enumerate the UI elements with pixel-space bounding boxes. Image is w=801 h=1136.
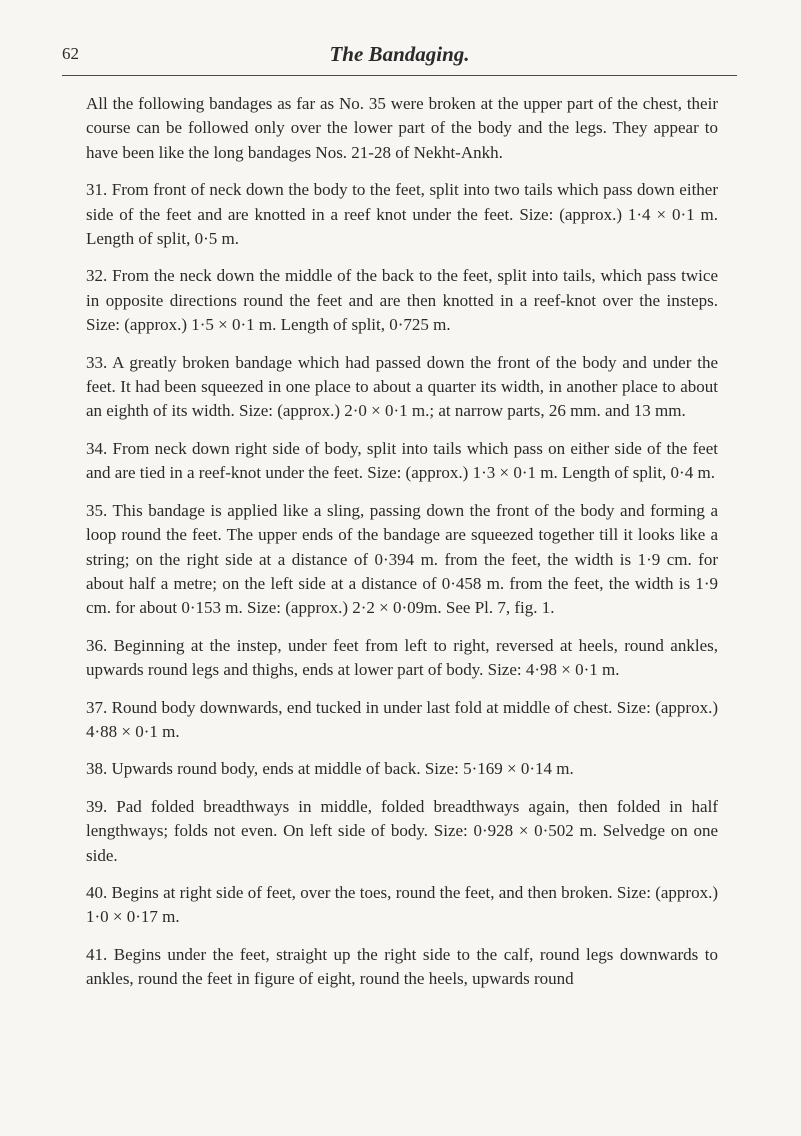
page-number: 62 xyxy=(62,44,79,63)
entry-35: 35. This bandage is applied like a sling, passing down the front of the body and forming a loop round the feet. The upper ends of the bandage are squeezed together till it looks like a string; on the right side at a distance of 0·394 m. from the feet, the width is 1·9 cm. for about half a metre; on the left side at a distance of 0·458 m. from the feet, the width is 1·9 cm. for about 0·153 m. Size: (approx.) 2·2 × 0·09m. See Pl. 7, fig. 1. xyxy=(86,500,718,618)
page-header xyxy=(62,42,737,76)
entry-31: 31. From front of neck down the body to the feet, split into two tails which pass down either side of the feet and are knotted in a reef knot under the feet. Size: (approx.) 1·4 × 0·1 m. Length of split, 0·5 m. xyxy=(86,180,718,249)
running-title: The Bandaging. xyxy=(329,42,470,66)
entry-34: 34. From neck down right side of body, split into tails which pass on either side of the feet and are tied in a reef-knot under the feet. Size: (approx.) 1·3 × 0·1 m. Length of split, 0·4 m. xyxy=(86,438,718,483)
intro-paragraph: All the following bandages as far as No. 35 were broken at the upper part of the chest, their course can be followed only over the lower part of the body and the legs. They appear to have been like the long bandages Nos. 21-28 of Nekht-Ankh. xyxy=(86,94,718,162)
entry-40: 40. Begins at right side of feet, over the toes, round the feet, and then broken. Size: (approx.) 1·0 × 0·17 m. xyxy=(86,882,718,927)
entry-36: 36. Beginning at the instep, under feet from left to right, reversed at heels, round ankles, upwards round legs and thighs, ends at lower part of body. Size: 4·98 × 0·1 m. xyxy=(86,635,718,680)
entry-39: 39. Pad folded breadthways in middle, folded breadthways again, then folded in half lengthways; folds not even. On left side of body. Size: 0·928 × 0·502 m. Selvedge on one side. xyxy=(86,796,718,865)
entry-41: 41. Begins under the feet, straight up the right side to the calf, round legs downwards to ankles, round the feet in figure of eight, round the heels, upwards round xyxy=(86,944,718,989)
body-text xyxy=(86,92,718,1005)
entry-33: 33. A greatly broken bandage which had passed down the front of the body and under the feet. It had been squeezed in one place to about a quarter its width, in another place to about an eighth of its width. Size: (approx.) 2·0 × 0·1 m.; at narrow parts, 26 mm. and 13 mm. xyxy=(86,352,718,421)
header-rule xyxy=(62,75,737,76)
entry-37: 37. Round body downwards, end tucked in under last fold at middle of chest. Size: (approx.) 4·88 × 0·1 m. xyxy=(86,697,718,741)
entry-32: 32. From the neck down the middle of the back to the feet, split into tails, which pass twice in opposite directions round the feet and are then knotted in a reef-knot over the insteps. Size: (approx.) 1·5 × 0·1 m. Length of split, 0·725 m. xyxy=(86,266,718,335)
entry-38: 38. Upwards round body, ends at middle of back. Size: 5·169 × 0·14 m. xyxy=(86,759,574,779)
